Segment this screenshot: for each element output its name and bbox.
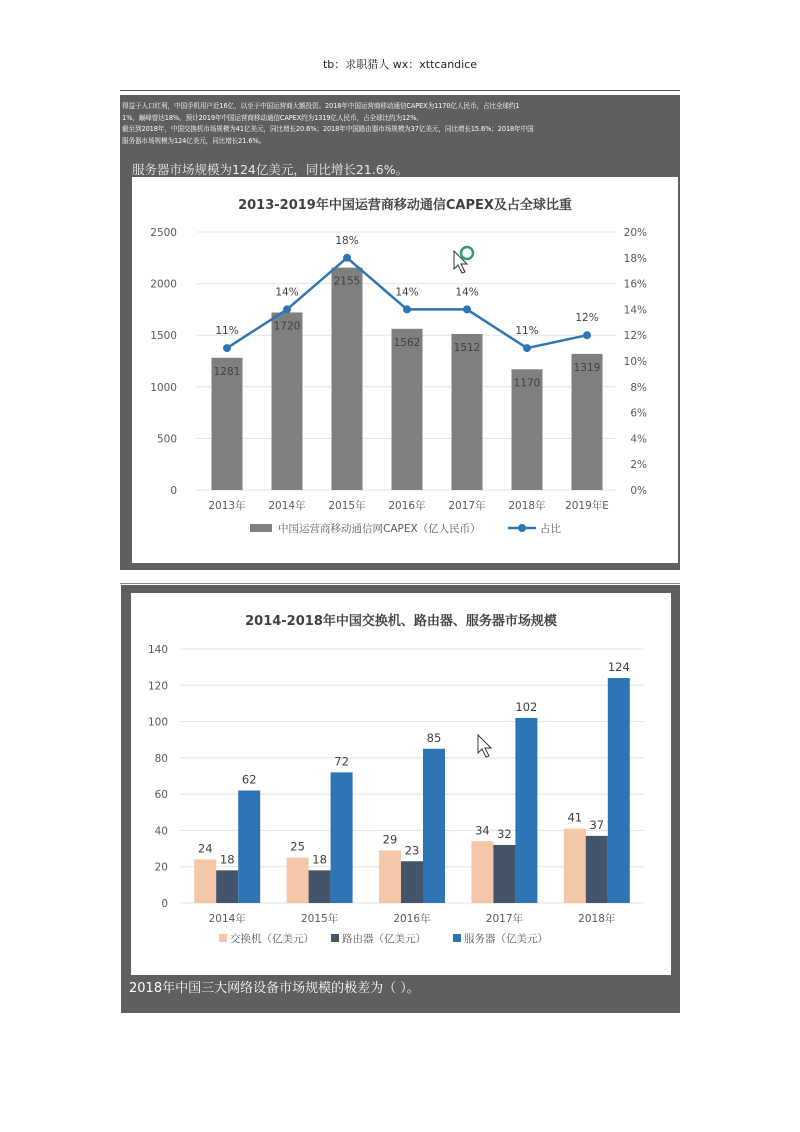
- capex-bar-label: 1720: [273, 320, 301, 333]
- right-tick-label: 12%: [623, 330, 647, 343]
- market-bar: [309, 870, 331, 903]
- intro-line: 服务器市场规模为124亿美元，同比增长21.6%。: [122, 136, 266, 145]
- cursor-arrow-icon: [478, 735, 491, 757]
- right-tick-label: 0%: [630, 485, 647, 497]
- market-bar-label: 34: [475, 823, 490, 838]
- market-chart: [131, 593, 671, 975]
- right-tick-label: 6%: [630, 407, 647, 420]
- screenshot-market: [121, 585, 680, 1013]
- market-bar: [493, 845, 515, 903]
- left-tick-label: 1500: [150, 330, 177, 343]
- capex-bar-label: 1512: [453, 341, 481, 354]
- right-tick-label: 16%: [623, 278, 647, 291]
- market-bar: [287, 858, 309, 903]
- legend-label-capex: 中国运营商移动通信网CAPEX（亿人民币）: [278, 523, 481, 535]
- x-tick-label: 2015年: [300, 913, 339, 925]
- x-tick-label: 2014年: [268, 500, 306, 512]
- market-bar: [216, 870, 238, 903]
- market-bar: [564, 829, 586, 903]
- market-bar: [238, 791, 260, 903]
- share-point: [283, 305, 291, 313]
- share-point: [583, 331, 591, 339]
- market-bar-label: 37: [589, 817, 605, 832]
- x-tick-label: 2014年: [208, 913, 246, 925]
- legend-label: 服务器（亿美元）: [464, 933, 548, 945]
- market-bar-label: 23: [404, 843, 420, 858]
- market-bar: [331, 772, 353, 903]
- y-tick-label: 20: [154, 861, 168, 874]
- share-label: 14%: [275, 286, 299, 299]
- capex-bar-label: 1281: [213, 365, 241, 378]
- left-tick-label: 2500: [150, 227, 177, 239]
- right-tick-label: 8%: [630, 381, 647, 394]
- right-tick-label: 2%: [630, 459, 647, 472]
- market-bar-label: 32: [497, 826, 512, 841]
- capex-chart-panel: [132, 177, 678, 563]
- market-bar: [379, 850, 401, 903]
- market-bar-label: 124: [607, 660, 630, 675]
- x-tick-label: 2016年: [388, 500, 426, 512]
- screenshot-capex: [120, 95, 680, 570]
- market-bar: [586, 836, 608, 903]
- x-tick-label: 2019年E: [565, 500, 609, 512]
- right-tick-label: 14%: [623, 304, 647, 317]
- share-label: 12%: [575, 312, 599, 325]
- y-tick-label: 120: [147, 680, 168, 693]
- y-tick-label: 100: [147, 716, 168, 729]
- capex-bar: [452, 334, 483, 490]
- market-bar: [471, 841, 493, 903]
- y-tick-label: 0: [161, 898, 168, 910]
- section-divider: [120, 583, 680, 584]
- x-tick-label: 2017年: [485, 913, 524, 925]
- legend-swatch-capex: [250, 524, 272, 532]
- capex-bar: [272, 312, 303, 490]
- left-tick-label: 2000: [150, 278, 177, 291]
- market-bar: [515, 718, 537, 903]
- market-bar-label: 102: [515, 699, 538, 714]
- market-bar: [401, 861, 423, 903]
- left-tick-label: 1000: [150, 381, 177, 394]
- share-label: 14%: [395, 286, 419, 299]
- share-point: [403, 305, 411, 313]
- right-tick-label: 18%: [623, 252, 647, 265]
- legend-swatch: [219, 934, 227, 942]
- legend-swatch-share-dot: [518, 524, 526, 532]
- x-tick-label: 2015年: [328, 500, 366, 512]
- intro-line: 截至到2018年，中国交换机市场规模为41亿美元，同比增长20.6%；2018年中国路由器市场规模为37亿美元，同比增长15.6%；2018年中国: [122, 125, 534, 133]
- capex-bar-label: 1562: [393, 336, 421, 349]
- cut-off-line: 服务器市场规模为124亿美元，同比增长21.6%。: [132, 162, 409, 177]
- x-tick-label: 2018年: [508, 500, 546, 512]
- x-tick-label: 2018年: [578, 913, 616, 925]
- share-point: [223, 344, 231, 352]
- left-tick-label: 500: [156, 433, 177, 446]
- market-bar: [423, 749, 445, 903]
- intro-text: [120, 95, 680, 159]
- market-bar-label: 24: [197, 841, 213, 856]
- legend-label: 交换机（亿美元）: [230, 933, 314, 945]
- busy-cursor-icon: [461, 247, 473, 259]
- left-tick-label: 0: [170, 485, 177, 497]
- share-label: 11%: [515, 325, 539, 338]
- share-label: 11%: [215, 325, 239, 338]
- market-bar: [194, 859, 216, 903]
- page-header: tb：求职猎人 wx：xttcandice: [322, 58, 478, 71]
- share-point: [523, 344, 531, 352]
- capex-bar-label: 1319: [573, 361, 601, 374]
- share-label: 14%: [455, 286, 479, 299]
- share-point: [343, 254, 351, 262]
- right-tick-label: 10%: [623, 356, 647, 368]
- chart-title: 2013-2019年中国运营商移动通信CAPEX及占全球比重: [238, 198, 572, 213]
- market-bar-label: 41: [567, 810, 583, 825]
- market-bar-label: 18: [312, 852, 327, 867]
- market-bar: [608, 678, 630, 903]
- y-tick-label: 140: [147, 644, 168, 656]
- y-tick-label: 80: [154, 752, 168, 765]
- right-tick-label: 20%: [623, 227, 647, 239]
- capex-bar: [332, 268, 363, 490]
- legend-label: 路由器（亿美元）: [342, 933, 426, 945]
- capex-bar-label: 1170: [513, 377, 541, 390]
- share-point: [463, 305, 471, 313]
- share-label: 18%: [335, 234, 359, 247]
- question-text: 2018年中国三大网络设备市场规模的极差为（ ）。: [129, 981, 420, 996]
- y-tick-label: 60: [154, 789, 168, 802]
- x-tick-label: 2017年: [448, 500, 486, 512]
- legend-label-share: 占比: [540, 523, 561, 535]
- market-bar-label: 25: [290, 839, 305, 854]
- right-tick-label: 4%: [630, 433, 647, 446]
- x-tick-label: 2016年: [393, 913, 431, 925]
- capex-chart: [132, 177, 678, 563]
- chart-title: 2014-2018年中国交换机、路由器、服务器市场规模: [245, 614, 557, 629]
- market-bar-label: 29: [382, 832, 398, 847]
- y-tick-label: 40: [154, 825, 168, 838]
- x-tick-label: 2013年: [208, 500, 246, 512]
- legend-swatch: [453, 934, 461, 942]
- intro-line: 1%，巅峰曾达18%。预计2019年中国运营商移动通信CAPEX约为1319亿人民币，占全球比约为12%。: [122, 113, 423, 122]
- capex-bar: [572, 354, 603, 490]
- market-bar-label: 85: [426, 730, 442, 745]
- intro-line: 得益于人口红利，中国手机用户近16亿，以至于中国运营商大额投资。2018年中国运营商移动通信CAPEX为1170亿人民币，占比全球约1: [122, 102, 520, 110]
- header-divider: [120, 90, 680, 91]
- market-bar-label: 62: [241, 772, 257, 787]
- capex-bar: [392, 329, 423, 490]
- market-bar-label: 72: [334, 754, 349, 769]
- market-bar-label: 18: [219, 852, 235, 867]
- market-chart-panel: [131, 593, 671, 975]
- capex-bar-label: 2155: [333, 275, 361, 288]
- legend-swatch: [331, 934, 339, 942]
